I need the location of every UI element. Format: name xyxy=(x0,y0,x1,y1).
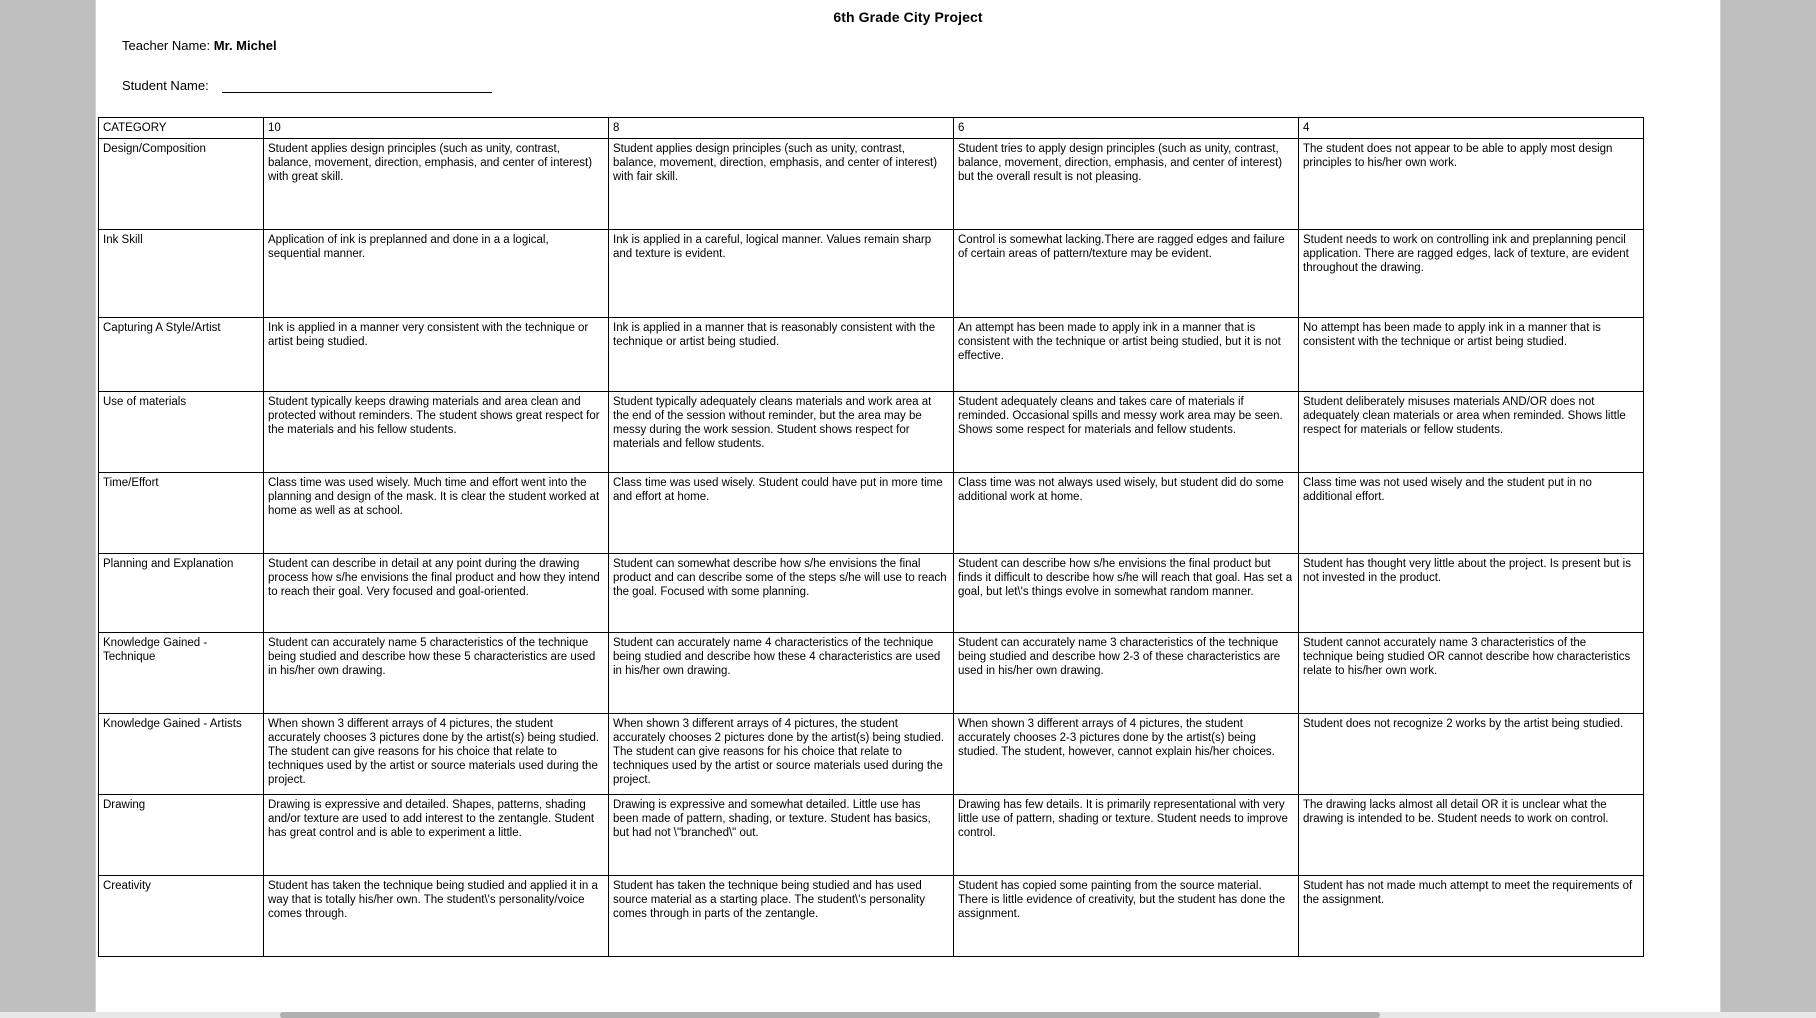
row-cell-10: Application of ink is preplanned and done in a a logical, sequential manner. xyxy=(264,230,609,318)
row-cell-6: Student can describe how s/he envisions the final product but finds it difficult to describe how s/he will reach that goal. Has set a goal, but let\'s things evolve in somewhat random manner. xyxy=(954,554,1299,633)
row-cell-4: Student has thought very little about the project. Is present but is not invested in the product. xyxy=(1299,554,1644,633)
table-row xyxy=(99,230,1644,318)
table-row xyxy=(99,554,1644,633)
table-row xyxy=(99,795,1644,876)
row-cell-10: Student can accurately name 5 characteristics of the technique being studied and describe how these 5 characteristics are used in his/her own drawing. xyxy=(264,633,609,714)
row-cell-8: Student can accurately name 4 characteristics of the technique being studied and describe how these 4 characteristics are used in his/her own drawing. xyxy=(609,633,954,714)
row-category: Use of materials xyxy=(99,392,264,473)
table-row xyxy=(99,473,1644,554)
table-row xyxy=(99,392,1644,473)
row-cell-4: No attempt has been made to apply ink in a manner that is consistent with the technique or artist being studied. xyxy=(1299,318,1644,392)
row-cell-4: Class time was not used wisely and the student put in no additional effort. xyxy=(1299,473,1644,554)
row-cell-10: Student typically keeps drawing materials and area clean and protected without reminders. The student shows great respect for the materials and his fellow students. xyxy=(264,392,609,473)
row-category: Capturing A Style/Artist xyxy=(99,318,264,392)
table-row xyxy=(99,139,1644,230)
table-row xyxy=(99,714,1644,795)
student-name-field xyxy=(122,78,1720,93)
row-category: Design/Composition xyxy=(99,139,264,230)
row-category: Creativity xyxy=(99,876,264,957)
table-header-row xyxy=(99,118,1644,139)
row-category: Ink Skill xyxy=(99,230,264,318)
table-row xyxy=(99,318,1644,392)
row-cell-6: Control is somewhat lacking.There are ragged edges and failure of certain areas of pattern/texture may be evident. xyxy=(954,230,1299,318)
row-cell-6: When shown 3 different arrays of 4 pictures, the student accurately chooses 2-3 pictures done by the artist(s) being studied. The student, however, cannot explain his/her choices. xyxy=(954,714,1299,795)
teacher-name-label: Teacher Name: xyxy=(122,38,211,53)
column-header-8: 8 xyxy=(609,118,954,139)
scrollbar-thumb[interactable] xyxy=(280,1012,1380,1018)
page-title: 6th Grade City Project xyxy=(833,9,983,25)
row-cell-10: When shown 3 different arrays of 4 pictures, the student accurately chooses 3 pictures done by the artist(s) being studied. The student can give reasons for his choice that relate to techniques used by the artist or source materials used during the project. xyxy=(264,714,609,795)
teacher-name-value: Mr. Michel xyxy=(213,38,277,53)
row-cell-6: Student adequately cleans and takes care of materials if reminded. Occasional spills and messy work area may be seen. Shows some respect for materials and fellow students. xyxy=(954,392,1299,473)
row-cell-8: Ink is applied in a manner that is reasonably consistent with the technique or artist being studied. xyxy=(609,318,954,392)
row-category: Drawing xyxy=(99,795,264,876)
row-cell-8: Class time was used wisely. Student could have put in more time and effort at home. xyxy=(609,473,954,554)
row-cell-4: Student cannot accurately name 3 characteristics of the technique being studied OR cannot describe how characteristics relate to his/her own work. xyxy=(1299,633,1644,714)
row-cell-8: When shown 3 different arrays of 4 pictures, the student accurately chooses 2 pictures done by the artist(s) being studied. The student can give reasons for his choice that relate to techniques used by the artist or source materials used during the project. xyxy=(609,714,954,795)
row-cell-4: Student does not recognize 2 works by the artist being studied. xyxy=(1299,714,1644,795)
row-cell-10: Drawing is expressive and detailed. Shapes, patterns, shading and/or texture are used to add interest to the zentangle. Student has great control and is able to experiment a little. xyxy=(264,795,609,876)
row-category: Planning and Explanation xyxy=(99,554,264,633)
row-cell-8: Student typically adequately cleans materials and work area at the end of the session without reminder, but the area may be messy during the work session. Student shows respect for materials and fellow students. xyxy=(609,392,954,473)
column-header-6: 6 xyxy=(954,118,1299,139)
horizontal-scrollbar[interactable] xyxy=(0,1012,1816,1018)
column-header-10: 10 xyxy=(264,118,609,139)
row-cell-10: Student applies design principles (such as unity, contrast, balance, movement, direction, emphasis, and center of interest) with great skill. xyxy=(264,139,609,230)
student-name-blank[interactable] xyxy=(222,79,492,93)
row-category: Knowledge Gained - Technique xyxy=(99,633,264,714)
table-row xyxy=(99,876,1644,957)
row-cell-6: Student has copied some painting from the source material. There is little evidence of creativity, but the student has done the assignment. xyxy=(954,876,1299,957)
table-row xyxy=(99,633,1644,714)
row-cell-4: Student has not made much attempt to meet the requirements of the assignment. xyxy=(1299,876,1644,957)
student-name-label: Student Name: xyxy=(122,78,209,93)
row-cell-10: Class time was used wisely. Much time and effort went into the planning and design of the mask. It is clear the student worked at home as well as at school. xyxy=(264,473,609,554)
column-header-4: 4 xyxy=(1299,118,1644,139)
row-cell-8: Student has taken the technique being studied and has used source material as a starting place. The student\'s personality comes through in parts of the zentangle. xyxy=(609,876,954,957)
row-cell-10: Student can describe in detail at any point during the drawing process how s/he envisions the final product and how they intend to reach their goal. Very focused and goal-oriented. xyxy=(264,554,609,633)
row-cell-6: Student can accurately name 3 characteristics of the technique being studied and describe how 2-3 of these characteristics are used in his/her own drawing. xyxy=(954,633,1299,714)
row-cell-4: Student deliberately misuses materials AND/OR does not adequately clean materials or area when reminded. Shows little respect for materials or fellow students. xyxy=(1299,392,1644,473)
row-cell-10: Student has taken the technique being studied and applied it in a way that is totally his/her own. The student\'s personality/voice comes through. xyxy=(264,876,609,957)
row-cell-8: Student can somewhat describe how s/he envisions the final product and can describe some of the steps s/he will use to reach the goal. Focused with some planning. xyxy=(609,554,954,633)
document-page xyxy=(96,0,1720,1012)
row-cell-6: Class time was not always used wisely, but student did do some additional work at home. xyxy=(954,473,1299,554)
row-cell-8: Student applies design principles (such as unity, contrast, balance, movement, direction, emphasis, and center of interest) with fair skill. xyxy=(609,139,954,230)
row-cell-8: Drawing is expressive and somewhat detailed. Little use has been made of pattern, shading, or texture. Student has basics, but had not \"branched\" out. xyxy=(609,795,954,876)
row-cell-4: The student does not appear to be able to apply most design principles to his/her own work. xyxy=(1299,139,1644,230)
row-cell-4: The drawing lacks almost all detail OR it is unclear what the drawing is intended to be. Student needs to work on control. xyxy=(1299,795,1644,876)
row-cell-8: Ink is applied in a careful, logical manner. Values remain sharp and texture is evident. xyxy=(609,230,954,318)
row-cell-6: Drawing has few details. It is primarily representational with very little use of pattern, shading or texture. Student needs to improve control. xyxy=(954,795,1299,876)
row-cell-4: Student needs to work on controlling ink and preplanning pencil application. There are ragged edges, lack of texture, are evident throughout the drawing. xyxy=(1299,230,1644,318)
rubric-table xyxy=(98,117,1644,957)
row-category: Knowledge Gained - Artists xyxy=(99,714,264,795)
row-cell-10: Ink is applied in a manner very consistent with the technique or artist being studied. xyxy=(264,318,609,392)
row-category: Time/Effort xyxy=(99,473,264,554)
column-header-category: CATEGORY xyxy=(99,118,264,139)
row-cell-6: An attempt has been made to apply ink in a manner that is consistent with the technique or artist being studied, but it is not effective. xyxy=(954,318,1299,392)
row-cell-6: Student tries to apply design principles (such as unity, contrast, balance, movement, direction, emphasis, and center of interest) but the overall result is not pleasing. xyxy=(954,139,1299,230)
teacher-name-field xyxy=(122,38,1720,53)
